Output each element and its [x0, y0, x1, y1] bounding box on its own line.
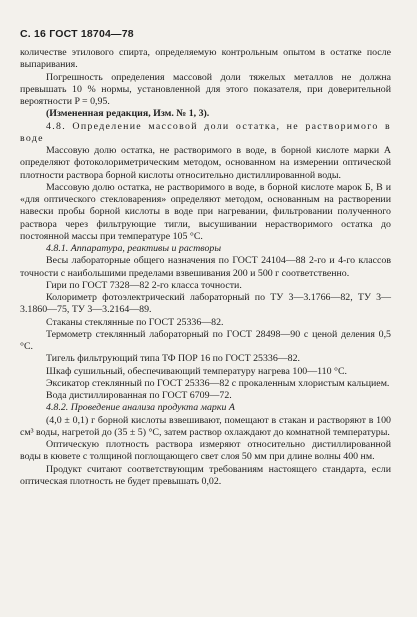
paragraph: 4.8.2. Проведение анализа продукта марки А	[46, 402, 235, 414]
paragraph: Термометр стеклянный лабораторный по ГОСТ 28498—90 с ценой деления 0,5 °С.	[20, 328, 391, 352]
paragraph: Оптическую плотность раствора измеряют относительно дистиллированной воды в кювете с толщиной поглощающего свет слоя 50 мм при длине волны 400 нм.	[20, 439, 391, 463]
paragraph: Эксикатор стеклянный по ГОСТ 25336—82 с прокаленным хлористым кальцием.	[46, 377, 390, 389]
paragraph: Тигель фильтрующий типа ТФ ПОР 16 по ГОСТ 25336—82.	[46, 353, 300, 365]
paragraph: Шкаф сушильный, обеспечивающий температуру нагрева 100—110 °С.	[46, 365, 348, 377]
paragraph: (4,0 ± 0,1) г борной кислоты взвешивают, помещают в стакан и растворяют в 100 см³ воды, нагретой до (35 ± 5) °С, затем раствор охлаждают до комнатной температуры.	[20, 414, 391, 438]
paragraph: 4.8. Определение массовой доли остатка, не растворимого в воде	[20, 120, 391, 144]
paragraph: Стаканы стеклянные по ГОСТ 25336—82.	[46, 316, 224, 328]
paragraph: 4.8.1. Аппаратура, реактивы и растворы	[46, 243, 222, 254]
paragraph: Колориметр фотоэлектрический лабораторный по ТУ 3—3.1766—82, ТУ 3—3.1860—75, ТУ 3—3.2164—89.	[20, 292, 391, 316]
page-header: С. 16 ГОСТ 18704—78	[20, 28, 134, 40]
paragraph: Массовую долю остатка, не растворимого в воде, в борной кислоте марки А определяют фотоколориметрическим методом, основанном на измерении оптической плотности раствора борной кислоты относительно дистиллированной воды.	[20, 145, 391, 181]
paragraph: Гири по ГОСТ 7328—82 2-го класса точности.	[46, 279, 242, 291]
paragraph: Вода дистиллированная по ГОСТ 6709—72.	[46, 390, 232, 401]
document-body	[20, 47, 391, 488]
paragraph: (Измененная редакция, Изм. № 1, 3).	[46, 108, 210, 120]
paragraph: Массовую долю остатка, не растворимого в воде, в борной кислоте марок Б, В и «для оптического стекловарения» определяют методом, основанным на растворении навески пробы борной кислоты в воде при нагревании, фильтровании полученного раствора через фильтрующие тигли, высушивании нерастворимого остатка до постоянной массы при температуре 105 °С.	[20, 181, 391, 242]
paragraph: Погрешность определения массовой доли тяжелых металлов не должна превышать 10 % нормы, установленной для этого показателя, при доверительной вероятности P = 0,95.	[20, 71, 391, 107]
paragraph: Продукт считают соответствующим требованиям настоящего стандарта, если оптическая плотность не будет превышать 0,02.	[20, 463, 391, 487]
paragraph: Весы лабораторные общего назначения по ГОСТ 24104—88 2-го и 4-го классов точности с наибольшими пределами взвешивания 200 и 500 г соответственно.	[20, 255, 391, 279]
paragraph: количестве этилового спирта, определяемую контрольным опытом в остатке после выпаривания.	[20, 47, 391, 71]
